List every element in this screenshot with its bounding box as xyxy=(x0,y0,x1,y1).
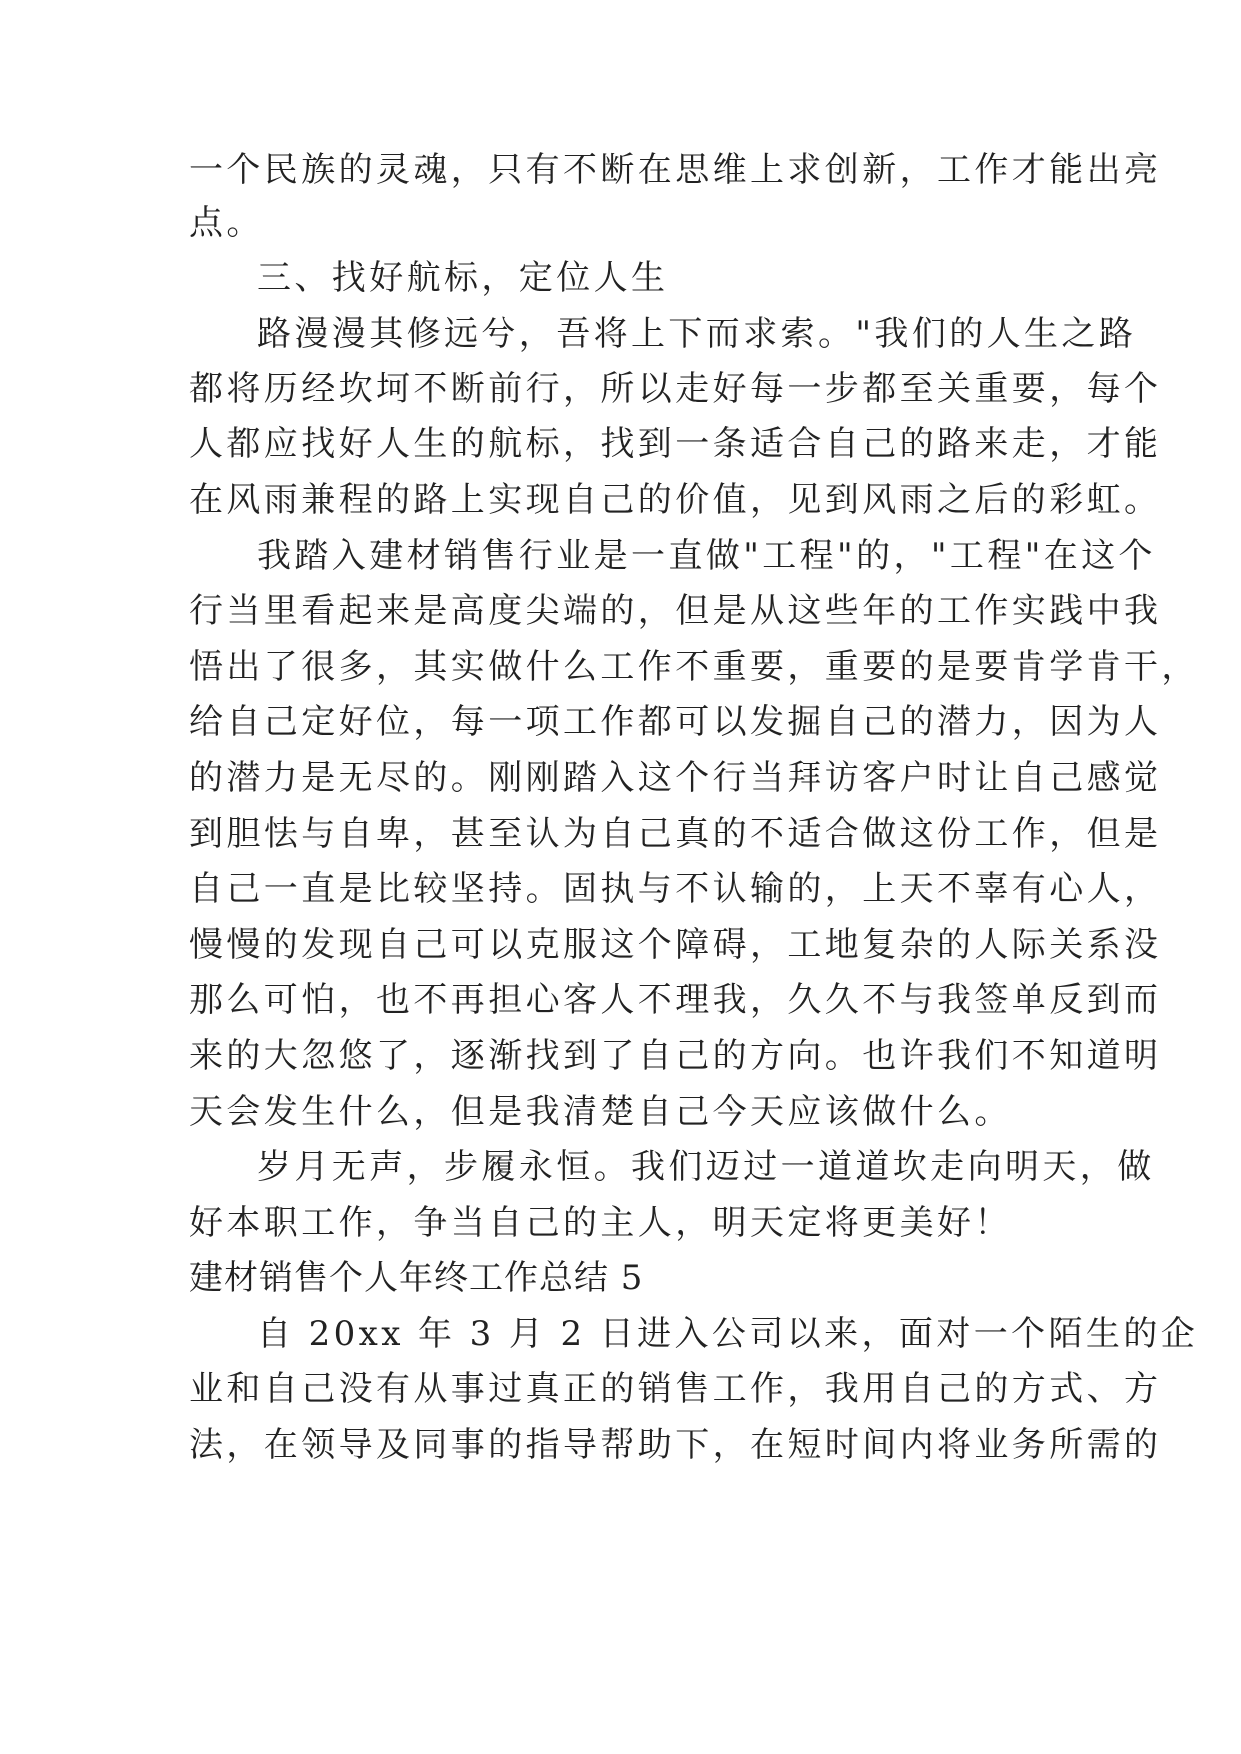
paragraph-line: 路漫漫其修远兮，吾将上下而求索。"我们的人生之路 xyxy=(257,314,1137,354)
paragraph-line: 到胆怯与自卑，甚至认为自己真的不适合做这份工作，但是 xyxy=(189,814,1162,854)
paragraph-line: 慢慢的发现自己可以克服这个障碍，工地复杂的人际关系没 xyxy=(189,925,1162,965)
paragraph-line: 自 20xx 年 3 月 2 日进入公司以来，面对一个陌生的企 xyxy=(257,1314,1199,1354)
paragraph-line: 给自己定好位，每一项工作都可以发掘自己的潜力，因为人 xyxy=(189,702,1162,742)
paragraph-line: 一个民族的灵魂，只有不断在思维上求创新，工作才能出亮 xyxy=(189,150,1162,190)
section-title: 建材销售个人年终工作总结 5 xyxy=(189,1258,644,1298)
paragraph-line: 悟出了很多，其实做什么工作不重要，重要的是要肯学肯干， xyxy=(189,647,1199,687)
paragraph-line: 都将历经坎坷不断前行，所以走好每一步都至关重要，每个 xyxy=(189,369,1162,409)
paragraph-line: 岁月无声，步履永恒。我们迈过一道道坎走向明天，做 xyxy=(257,1147,1155,1187)
paragraph-line: 点。 xyxy=(189,203,264,243)
paragraph-line: 来的大忽悠了，逐渐找到了自己的方向。也许我们不知道明 xyxy=(189,1036,1162,1076)
paragraph-line: 行当里看起来是高度尖端的，但是从这些年的工作实践中我 xyxy=(189,591,1162,631)
paragraph-line: 好本职工作，争当自己的主人，明天定将更美好！ xyxy=(189,1203,1012,1243)
paragraph-line: 业和自己没有从事过真正的销售工作，我用自己的方式、方 xyxy=(189,1369,1162,1409)
paragraph-line: 人都应找好人生的航标，找到一条适合自己的路来走，才能 xyxy=(189,424,1162,464)
section-heading: 三、找好航标，定位人生 xyxy=(257,258,669,298)
paragraph-line: 自己一直是比较坚持。固执与不认输的，上天不辜有心人， xyxy=(189,869,1162,909)
paragraph-line: 在风雨兼程的路上实现自己的价值，见到风雨之后的彩虹。 xyxy=(189,480,1162,520)
paragraph-line: 法，在领导及同事的指导帮助下，在短时间内将业务所需的 xyxy=(189,1425,1162,1465)
paragraph-line: 天会发生什么，但是我清楚自己今天应该做什么。 xyxy=(189,1092,1012,1132)
paragraph-line: 我踏入建材销售行业是一直做"工程"的，"工程"在这个 xyxy=(257,536,1156,576)
paragraph-line: 的潜力是无尽的。刚刚踏入这个行当拜访客户时让自己感觉 xyxy=(189,758,1162,798)
paragraph-line: 那么可怕，也不再担心客人不理我，久久不与我签单反到而 xyxy=(189,980,1162,1020)
